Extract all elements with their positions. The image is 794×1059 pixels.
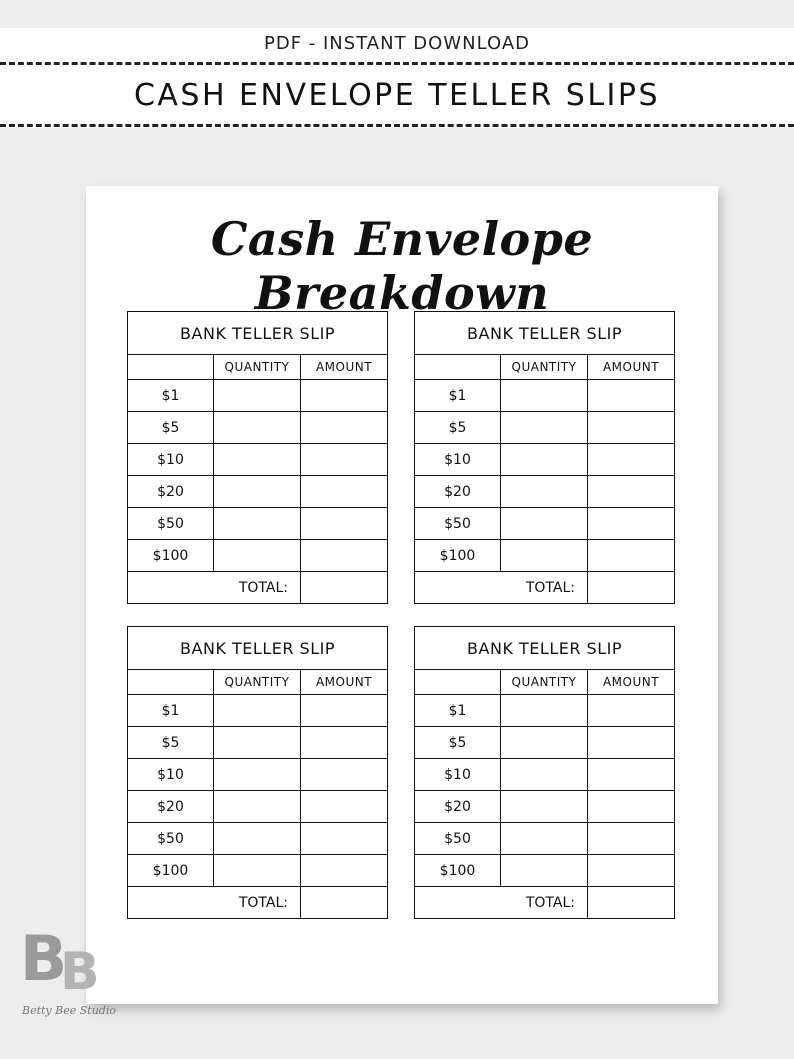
table-row [415, 823, 675, 855]
quantity-cell[interactable] [214, 855, 301, 887]
quantity-cell[interactable] [214, 444, 301, 476]
denomination-label: $50 [415, 508, 501, 540]
denomination-label: $50 [128, 508, 214, 540]
total-amount-cell[interactable] [301, 887, 388, 919]
quantity-cell[interactable] [214, 476, 301, 508]
table-row [415, 476, 675, 508]
column-header: QUANTITY [501, 355, 588, 380]
amount-cell[interactable] [588, 540, 675, 572]
amount-cell[interactable] [588, 695, 675, 727]
quantity-cell[interactable] [501, 823, 588, 855]
table-row [128, 508, 388, 540]
column-header [128, 355, 214, 380]
quantity-cell[interactable] [501, 727, 588, 759]
denomination-label: $100 [415, 540, 501, 572]
amount-cell[interactable] [588, 476, 675, 508]
amount-cell[interactable] [588, 444, 675, 476]
quantity-cell[interactable] [214, 380, 301, 412]
amount-cell[interactable] [301, 759, 388, 791]
amount-cell[interactable] [301, 791, 388, 823]
quantity-cell[interactable] [501, 759, 588, 791]
denomination-label: $20 [415, 476, 501, 508]
quantity-cell[interactable] [501, 540, 588, 572]
amount-cell[interactable] [301, 695, 388, 727]
amount-cell[interactable] [301, 540, 388, 572]
denomination-label: $20 [128, 791, 214, 823]
amount-cell[interactable] [301, 855, 388, 887]
dashed-divider-bottom [0, 124, 794, 127]
slip-title: BANK TELLER SLIP [415, 627, 675, 670]
table-row [415, 727, 675, 759]
denomination-label: $100 [415, 855, 501, 887]
quantity-cell[interactable] [501, 476, 588, 508]
quantity-cell[interactable] [501, 412, 588, 444]
table-row [128, 412, 388, 444]
bank-teller-slip [127, 311, 388, 604]
table-row [128, 727, 388, 759]
table-row [128, 855, 388, 887]
total-label: TOTAL: [128, 572, 301, 604]
table-row [128, 823, 388, 855]
quantity-cell[interactable] [214, 791, 301, 823]
total-label: TOTAL: [415, 572, 588, 604]
table-row [128, 444, 388, 476]
amount-cell[interactable] [588, 727, 675, 759]
table-row [128, 540, 388, 572]
table-row [128, 476, 388, 508]
column-header: AMOUNT [301, 670, 388, 695]
quantity-cell[interactable] [214, 412, 301, 444]
total-label: TOTAL: [128, 887, 301, 919]
watermark-logo [18, 922, 118, 1038]
denomination-label: $1 [128, 695, 214, 727]
amount-cell[interactable] [301, 380, 388, 412]
logo-letter: B [20, 922, 68, 995]
bank-teller-slip [414, 311, 675, 604]
quantity-cell[interactable] [214, 823, 301, 855]
table-row [415, 380, 675, 412]
quantity-cell[interactable] [501, 508, 588, 540]
quantity-cell[interactable] [214, 508, 301, 540]
denomination-label: $10 [128, 759, 214, 791]
denomination-label: $100 [128, 540, 214, 572]
total-amount-cell[interactable] [301, 572, 388, 604]
table-row [128, 791, 388, 823]
amount-cell[interactable] [301, 444, 388, 476]
quantity-cell[interactable] [501, 444, 588, 476]
sheet-title: Cash Envelope Breakdown [210, 212, 594, 320]
table-row [415, 759, 675, 791]
total-amount-cell[interactable] [588, 572, 675, 604]
banner-subtitle: PDF - INSTANT DOWNLOAD [263, 33, 530, 54]
denomination-label: $10 [415, 759, 501, 791]
quantity-cell[interactable] [501, 855, 588, 887]
denomination-label: $100 [128, 855, 214, 887]
table-row [415, 855, 675, 887]
amount-cell[interactable] [588, 855, 675, 887]
slip-title: BANK TELLER SLIP [128, 312, 388, 355]
amount-cell[interactable] [588, 791, 675, 823]
amount-cell[interactable] [301, 727, 388, 759]
watermark-text: Betty Bee Studio [22, 1004, 116, 1017]
column-header [415, 355, 501, 380]
table-row [415, 791, 675, 823]
table-row [415, 695, 675, 727]
quantity-cell[interactable] [501, 695, 588, 727]
table-row [415, 508, 675, 540]
total-amount-cell[interactable] [588, 887, 675, 919]
amount-cell[interactable] [301, 508, 388, 540]
logo-letter: B [60, 942, 100, 1002]
denomination-label: $1 [415, 380, 501, 412]
quantity-cell[interactable] [501, 791, 588, 823]
denomination-label: $20 [128, 476, 214, 508]
slip-title: BANK TELLER SLIP [128, 627, 388, 670]
table-row [415, 540, 675, 572]
amount-cell[interactable] [301, 412, 388, 444]
table-row [415, 412, 675, 444]
banner-title: CASH ENVELOPE TELLER SLIPS [133, 78, 661, 113]
column-header [128, 670, 214, 695]
amount-cell[interactable] [301, 823, 388, 855]
quantity-cell[interactable] [214, 727, 301, 759]
amount-cell[interactable] [301, 476, 388, 508]
amount-cell[interactable] [588, 380, 675, 412]
denomination-label: $5 [415, 727, 501, 759]
quantity-cell[interactable] [214, 759, 301, 791]
table-row [128, 380, 388, 412]
total-label: TOTAL: [415, 887, 588, 919]
table-row [415, 444, 675, 476]
column-header: AMOUNT [588, 355, 675, 380]
denomination-label: $50 [128, 823, 214, 855]
amount-cell[interactable] [588, 759, 675, 791]
quantity-cell[interactable] [214, 695, 301, 727]
denomination-label: $10 [128, 444, 214, 476]
denomination-label: $20 [415, 791, 501, 823]
printable-sheet [86, 186, 718, 1004]
amount-cell[interactable] [588, 412, 675, 444]
column-header: QUANTITY [214, 355, 301, 380]
column-header: QUANTITY [501, 670, 588, 695]
dashed-divider-top [0, 62, 794, 65]
quantity-cell[interactable] [501, 380, 588, 412]
column-header: AMOUNT [588, 670, 675, 695]
denomination-label: $10 [415, 444, 501, 476]
column-header: AMOUNT [301, 355, 388, 380]
bank-teller-slip [127, 626, 388, 919]
table-row [128, 759, 388, 791]
table-row [128, 695, 388, 727]
quantity-cell[interactable] [214, 540, 301, 572]
denomination-label: $1 [128, 380, 214, 412]
column-header [415, 670, 501, 695]
slip-title: BANK TELLER SLIP [415, 312, 675, 355]
denomination-label: $1 [415, 695, 501, 727]
column-header: QUANTITY [214, 670, 301, 695]
denomination-label: $5 [415, 412, 501, 444]
amount-cell[interactable] [588, 508, 675, 540]
denomination-label: $50 [415, 823, 501, 855]
amount-cell[interactable] [588, 823, 675, 855]
denomination-label: $5 [128, 727, 214, 759]
bank-teller-slip [414, 626, 675, 919]
denomination-label: $5 [128, 412, 214, 444]
